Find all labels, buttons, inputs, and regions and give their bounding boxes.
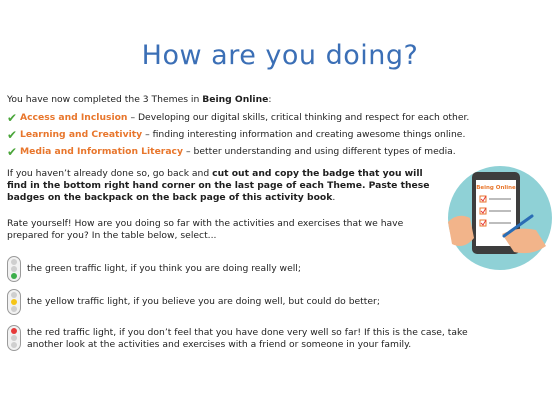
light-dot	[11, 273, 17, 279]
traffic-light-red-icon[interactable]	[7, 325, 21, 351]
intro-bold: Being Online	[202, 94, 269, 105]
badge-prefix: If you haven’t already done so, go back and	[7, 168, 213, 179]
light-option-yellow[interactable]	[7, 289, 380, 315]
themes-list	[7, 109, 552, 160]
rate-instructions: Rate yourself! How are you doing so far with the activities and exercises that we have prepared for you? In the table below, select...	[7, 218, 404, 241]
intro-suffix: :	[268, 94, 272, 105]
traffic-light-yellow-icon[interactable]	[7, 289, 21, 315]
theme-desc: – better understanding and using different types of media.	[185, 146, 456, 157]
light-dot	[11, 299, 17, 305]
theme-name: Learning and Creativity	[20, 129, 143, 140]
theme-name: Media and Information Literacy	[20, 146, 183, 157]
intro-text	[7, 94, 271, 105]
intro-prefix: You have now completed the 3 Themes in	[7, 94, 203, 105]
check-icon: ✔	[7, 110, 18, 125]
theme-row-media	[7, 143, 552, 160]
theme-row-access	[7, 109, 552, 126]
left-hand	[448, 216, 474, 246]
light-dot	[11, 328, 17, 334]
light-option-green[interactable]	[7, 256, 301, 282]
badge-suffix: .	[332, 192, 336, 203]
theme-row-learning	[7, 126, 552, 143]
traffic-light-green-icon[interactable]	[7, 256, 21, 282]
light-option-red[interactable]	[7, 325, 497, 351]
light-dot	[11, 266, 17, 272]
theme-desc: – finding interesting information and creating awesome things online.	[145, 129, 466, 140]
badge-instructions	[7, 168, 437, 204]
light-text: the green traffic light, if you think you are doing really well;	[27, 263, 301, 274]
page-title: How are you doing?	[141, 40, 419, 71]
tablet-illustration	[440, 160, 555, 275]
light-dot	[11, 306, 17, 312]
check-icon: ✔	[7, 144, 18, 159]
light-dot	[11, 292, 17, 298]
theme-name: Access and Inclusion	[20, 112, 128, 123]
light-dot	[11, 335, 17, 341]
light-dot	[11, 342, 17, 348]
theme-desc: – Developing our digital skills, critical thinking and respect for each other.	[130, 112, 470, 123]
badge-bold: cut out and copy the badge that you will find in the bottom right hand corner on the last page of each Theme. Paste these badges on the backpack on the back page of this activity book	[7, 168, 430, 203]
screen-label: Being Online	[476, 185, 516, 191]
check-icon: ✔	[7, 127, 18, 142]
light-text: the yellow traffic light, if you believe you are doing well, but could do better;	[27, 296, 380, 307]
light-text: the red traffic light, if you don’t feel that you have done very well so far! If this is the case, take another look at the activities and exercises with a friend or someone in your family.	[27, 327, 468, 350]
light-dot	[11, 259, 17, 265]
